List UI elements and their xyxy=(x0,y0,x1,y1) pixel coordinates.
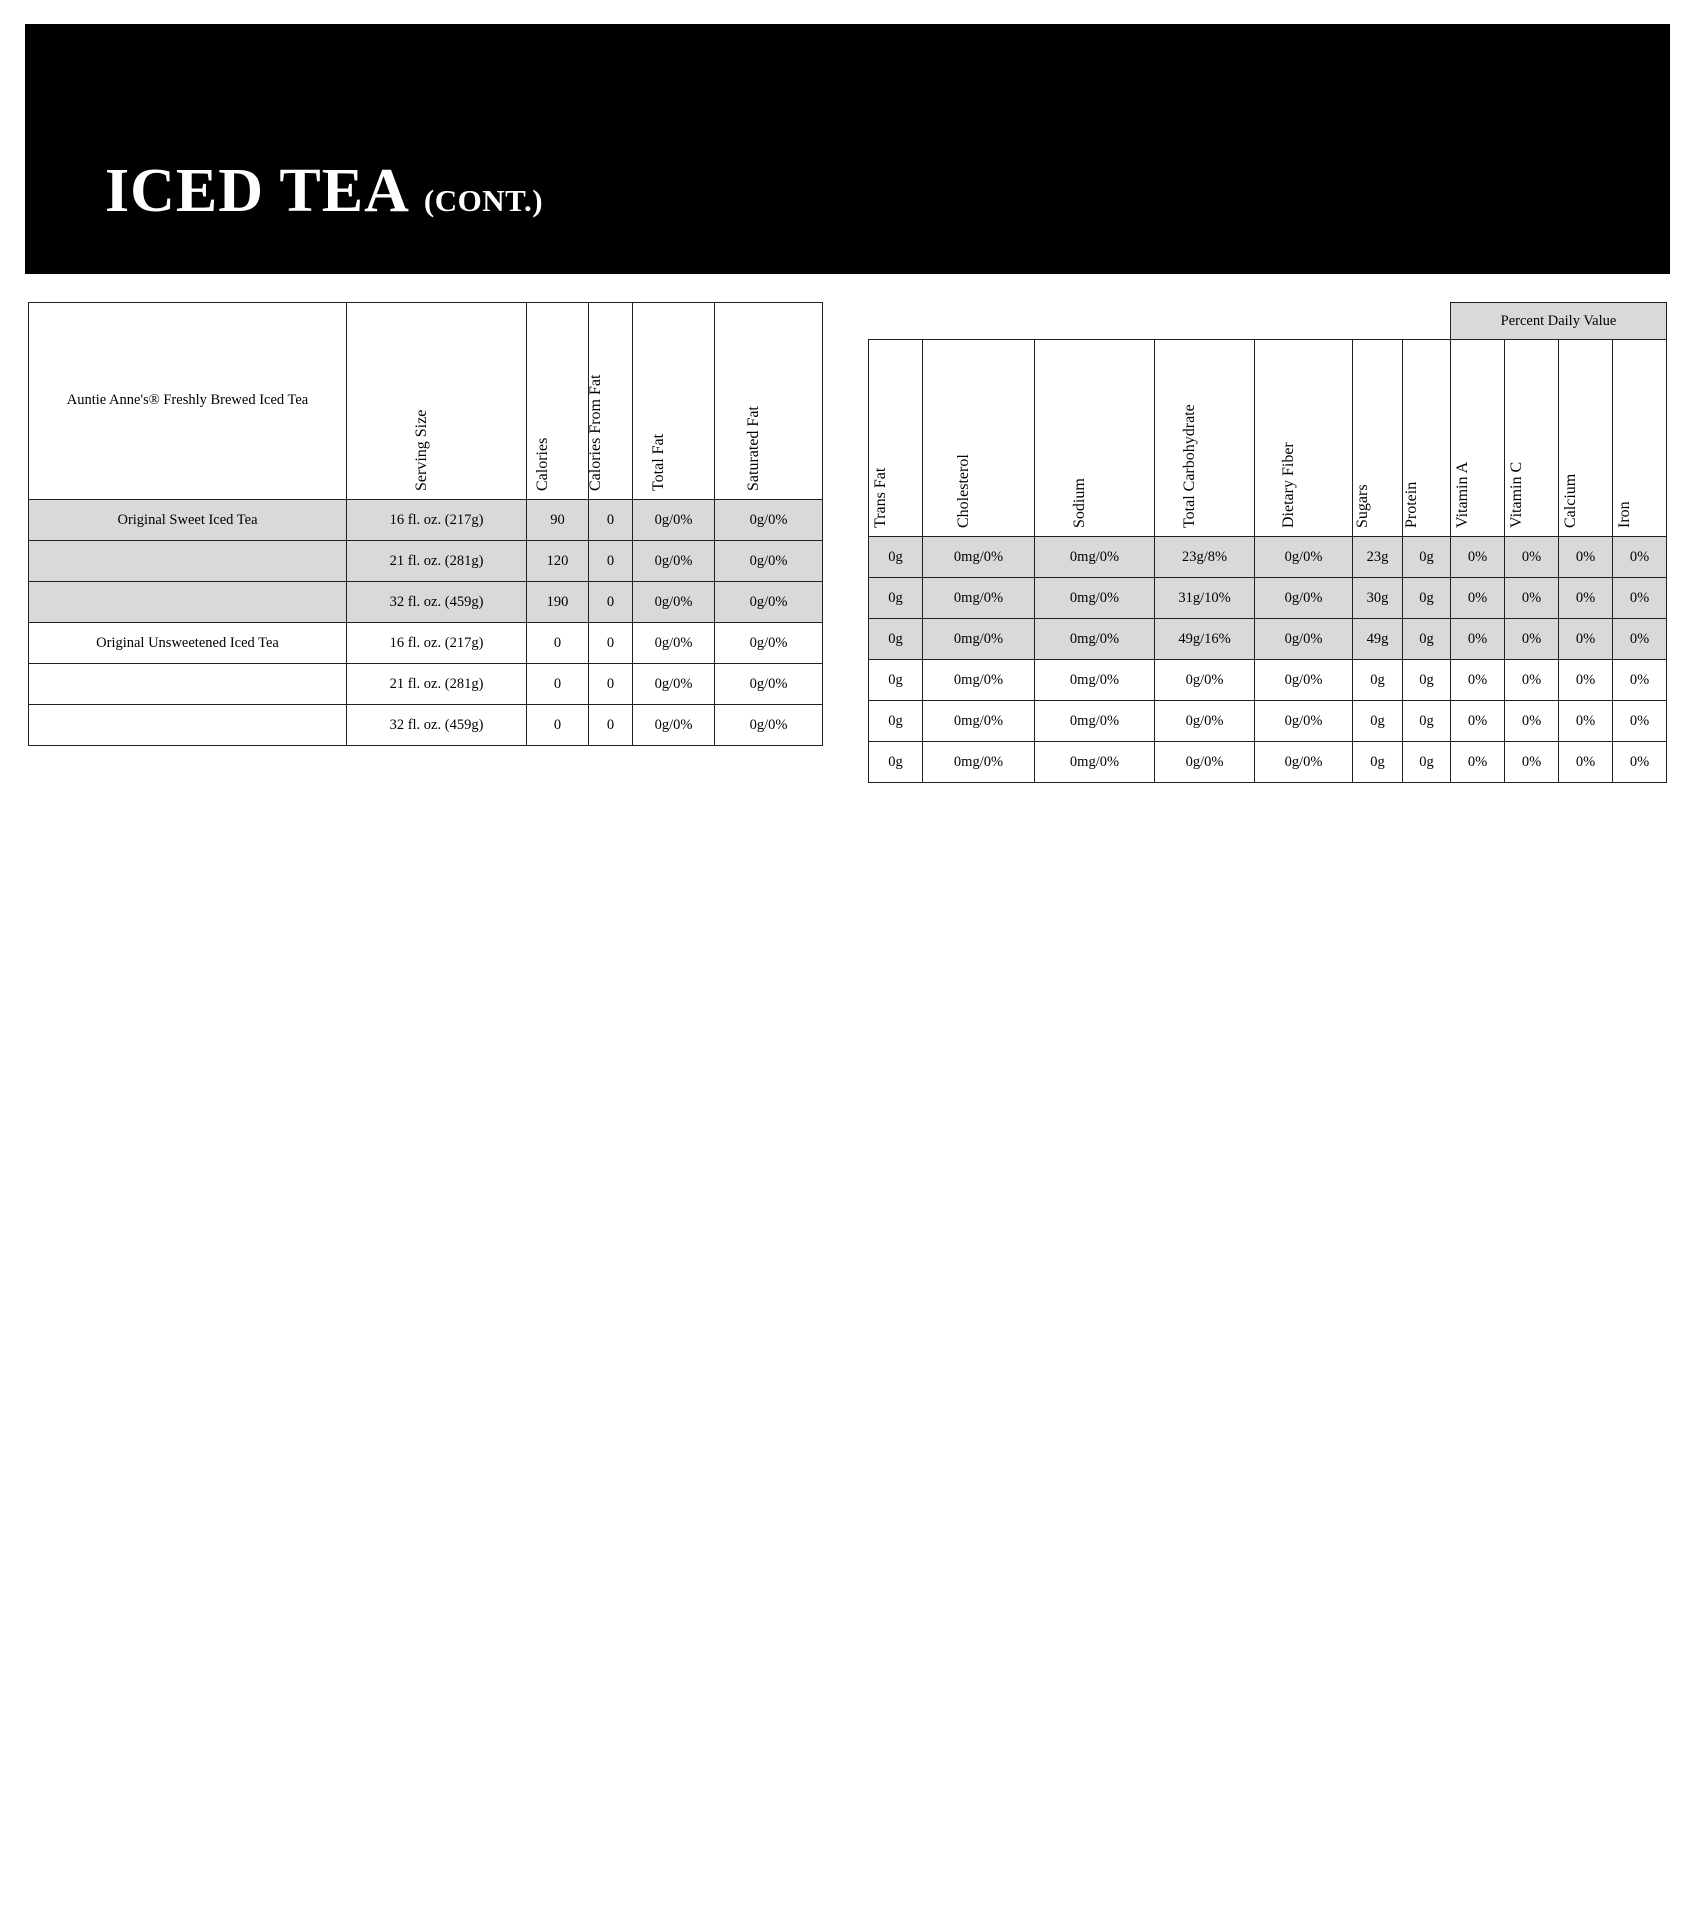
page-title-group xyxy=(105,157,544,225)
cell-trans-fat: 0g xyxy=(869,537,923,578)
cell-sugars: 0g xyxy=(1353,660,1403,701)
cell-sugars: 49g xyxy=(1353,619,1403,660)
cell-sugars: 23g xyxy=(1353,537,1403,578)
cell-calories-from-fat: 0 xyxy=(589,664,633,705)
cell-saturated-fat: 0g/0% xyxy=(715,582,823,623)
cell-calories: 90 xyxy=(527,500,589,541)
cell-calories-from-fat: 0 xyxy=(589,582,633,623)
cell-saturated-fat: 0g/0% xyxy=(715,500,823,541)
cell-total-fat: 0g/0% xyxy=(633,664,715,705)
table-row xyxy=(29,541,823,582)
cell-calories-from-fat: 0 xyxy=(589,623,633,664)
column-header-serving-size: Serving Size xyxy=(347,303,527,500)
cell-calories-from-fat: 0 xyxy=(589,500,633,541)
cell-protein: 0g xyxy=(1403,742,1451,783)
cell-dietary-fiber: 0g/0% xyxy=(1255,701,1353,742)
cell-saturated-fat: 0g/0% xyxy=(715,623,823,664)
cell-calories: 0 xyxy=(527,664,589,705)
cell-protein: 0g xyxy=(1403,660,1451,701)
table-row xyxy=(869,578,1667,619)
cell-cholesterol: 0mg/0% xyxy=(923,619,1035,660)
cell-serving-size: 16 fl. oz. (217g) xyxy=(347,500,527,541)
cell-serving-size: 32 fl. oz. (459g) xyxy=(347,705,527,746)
cell-dietary-fiber: 0g/0% xyxy=(1255,660,1353,701)
column-header-total-fat: Total Fat xyxy=(633,303,715,500)
cell-vitamin-a: 0% xyxy=(1451,537,1505,578)
column-header-sodium: Sodium xyxy=(1035,340,1155,537)
column-header-iron: Iron xyxy=(1613,340,1667,537)
cell-cholesterol: 0mg/0% xyxy=(923,660,1035,701)
cell-trans-fat: 0g xyxy=(869,578,923,619)
table-header-row xyxy=(29,303,823,500)
cell-iron: 0% xyxy=(1613,537,1667,578)
cell-total-carbohydrate: 0g/0% xyxy=(1155,660,1255,701)
cell-calories: 190 xyxy=(527,582,589,623)
nutrition-table-right xyxy=(868,302,1667,783)
cell-dietary-fiber: 0g/0% xyxy=(1255,619,1353,660)
column-header-calcium: Calcium xyxy=(1559,340,1613,537)
column-header-vitamin-c: Vitamin C xyxy=(1505,340,1559,537)
cell-sodium: 0mg/0% xyxy=(1035,660,1155,701)
cell-vitamin-c: 0% xyxy=(1505,701,1559,742)
cell-product-name: Original Sweet Iced Tea xyxy=(29,500,347,541)
column-header-sugars: Sugars xyxy=(1353,340,1403,537)
cell-total-carbohydrate: 23g/8% xyxy=(1155,537,1255,578)
cell-product-name xyxy=(29,664,347,705)
cell-vitamin-a: 0% xyxy=(1451,619,1505,660)
cell-vitamin-c: 0% xyxy=(1505,537,1559,578)
cell-saturated-fat: 0g/0% xyxy=(715,705,823,746)
nutrition-table-left-wrapper xyxy=(28,302,823,746)
table-row xyxy=(29,664,823,705)
cell-product-name xyxy=(29,582,347,623)
cell-vitamin-a: 0% xyxy=(1451,742,1505,783)
cell-vitamin-a: 0% xyxy=(1451,701,1505,742)
percent-daily-value-group-header: Percent Daily Value xyxy=(1451,303,1667,340)
cell-vitamin-c: 0% xyxy=(1505,619,1559,660)
cell-vitamin-c: 0% xyxy=(1505,742,1559,783)
cell-sugars: 0g xyxy=(1353,742,1403,783)
page-title-continued-label: (CONT.) xyxy=(423,183,544,218)
cell-iron: 0% xyxy=(1613,578,1667,619)
cell-iron: 0% xyxy=(1613,701,1667,742)
cell-sodium: 0mg/0% xyxy=(1035,742,1155,783)
cell-dietary-fiber: 0g/0% xyxy=(1255,537,1353,578)
cell-sodium: 0mg/0% xyxy=(1035,537,1155,578)
cell-total-fat: 0g/0% xyxy=(633,500,715,541)
cell-vitamin-c: 0% xyxy=(1505,578,1559,619)
cell-total-fat: 0g/0% xyxy=(633,582,715,623)
cell-sodium: 0mg/0% xyxy=(1035,619,1155,660)
cell-calories-from-fat: 0 xyxy=(589,541,633,582)
table-row xyxy=(869,701,1667,742)
header-spacer xyxy=(869,303,1451,340)
cell-calcium: 0% xyxy=(1559,701,1613,742)
cell-total-fat: 0g/0% xyxy=(633,541,715,582)
cell-vitamin-c: 0% xyxy=(1505,660,1559,701)
cell-trans-fat: 0g xyxy=(869,619,923,660)
cell-total-fat: 0g/0% xyxy=(633,705,715,746)
cell-cholesterol: 0mg/0% xyxy=(923,701,1035,742)
table-row xyxy=(869,619,1667,660)
cell-sugars: 30g xyxy=(1353,578,1403,619)
cell-dietary-fiber: 0g/0% xyxy=(1255,578,1353,619)
cell-cholesterol: 0mg/0% xyxy=(923,537,1035,578)
cell-calories-from-fat: 0 xyxy=(589,705,633,746)
cell-calcium: 0% xyxy=(1559,537,1613,578)
column-header-calories-from-fat: Calories From Fat xyxy=(589,303,633,500)
table-header-group-row xyxy=(869,303,1667,340)
column-header-vitamin-a: Vitamin A xyxy=(1451,340,1505,537)
column-header-dietary-fiber: Dietary Fiber xyxy=(1255,340,1353,537)
cell-saturated-fat: 0g/0% xyxy=(715,541,823,582)
nutrition-table-right-wrapper xyxy=(868,302,1667,783)
table-row xyxy=(869,742,1667,783)
cell-saturated-fat: 0g/0% xyxy=(715,664,823,705)
cell-vitamin-a: 0% xyxy=(1451,660,1505,701)
table-row xyxy=(29,623,823,664)
cell-cholesterol: 0mg/0% xyxy=(923,578,1035,619)
cell-calcium: 0% xyxy=(1559,578,1613,619)
cell-cholesterol: 0mg/0% xyxy=(923,742,1035,783)
cell-protein: 0g xyxy=(1403,578,1451,619)
column-header-saturated-fat: Saturated Fat xyxy=(715,303,823,500)
page-title: ICED TEA xyxy=(105,157,410,225)
cell-calories: 0 xyxy=(527,623,589,664)
cell-serving-size: 21 fl. oz. (281g) xyxy=(347,541,527,582)
column-header-trans-fat: Trans Fat xyxy=(869,340,923,537)
cell-trans-fat: 0g xyxy=(869,742,923,783)
cell-sodium: 0mg/0% xyxy=(1035,701,1155,742)
product-group-label: Auntie Anne's® Freshly Brewed Iced Tea xyxy=(29,303,347,500)
cell-total-fat: 0g/0% xyxy=(633,623,715,664)
cell-sugars: 0g xyxy=(1353,701,1403,742)
column-header-calories: Calories xyxy=(527,303,589,500)
cell-protein: 0g xyxy=(1403,537,1451,578)
cell-iron: 0% xyxy=(1613,742,1667,783)
cell-serving-size: 21 fl. oz. (281g) xyxy=(347,664,527,705)
table-row xyxy=(29,582,823,623)
column-header-protein: Protein xyxy=(1403,340,1451,537)
cell-iron: 0% xyxy=(1613,660,1667,701)
cell-dietary-fiber: 0g/0% xyxy=(1255,742,1353,783)
cell-product-name xyxy=(29,705,347,746)
cell-protein: 0g xyxy=(1403,701,1451,742)
table-row xyxy=(869,660,1667,701)
table-row xyxy=(29,500,823,541)
column-header-cholesterol: Cholesterol xyxy=(923,340,1035,537)
cell-iron: 0% xyxy=(1613,619,1667,660)
cell-total-carbohydrate: 0g/0% xyxy=(1155,742,1255,783)
cell-calcium: 0% xyxy=(1559,660,1613,701)
table-row xyxy=(29,705,823,746)
cell-calories: 0 xyxy=(527,705,589,746)
table-row xyxy=(869,537,1667,578)
column-header-total-carbohydrate: Total Carbohydrate xyxy=(1155,340,1255,537)
cell-calories: 120 xyxy=(527,541,589,582)
nutrition-table-left xyxy=(28,302,823,746)
cell-calcium: 0% xyxy=(1559,619,1613,660)
cell-vitamin-a: 0% xyxy=(1451,578,1505,619)
page-header-banner xyxy=(25,24,1670,274)
cell-total-carbohydrate: 31g/10% xyxy=(1155,578,1255,619)
cell-sodium: 0mg/0% xyxy=(1035,578,1155,619)
cell-trans-fat: 0g xyxy=(869,660,923,701)
cell-calcium: 0% xyxy=(1559,742,1613,783)
cell-serving-size: 16 fl. oz. (217g) xyxy=(347,623,527,664)
cell-product-name xyxy=(29,541,347,582)
cell-total-carbohydrate: 49g/16% xyxy=(1155,619,1255,660)
cell-product-name: Original Unsweetened Iced Tea xyxy=(29,623,347,664)
cell-protein: 0g xyxy=(1403,619,1451,660)
cell-trans-fat: 0g xyxy=(869,701,923,742)
table-header-row xyxy=(869,340,1667,537)
cell-total-carbohydrate: 0g/0% xyxy=(1155,701,1255,742)
cell-serving-size: 32 fl. oz. (459g) xyxy=(347,582,527,623)
